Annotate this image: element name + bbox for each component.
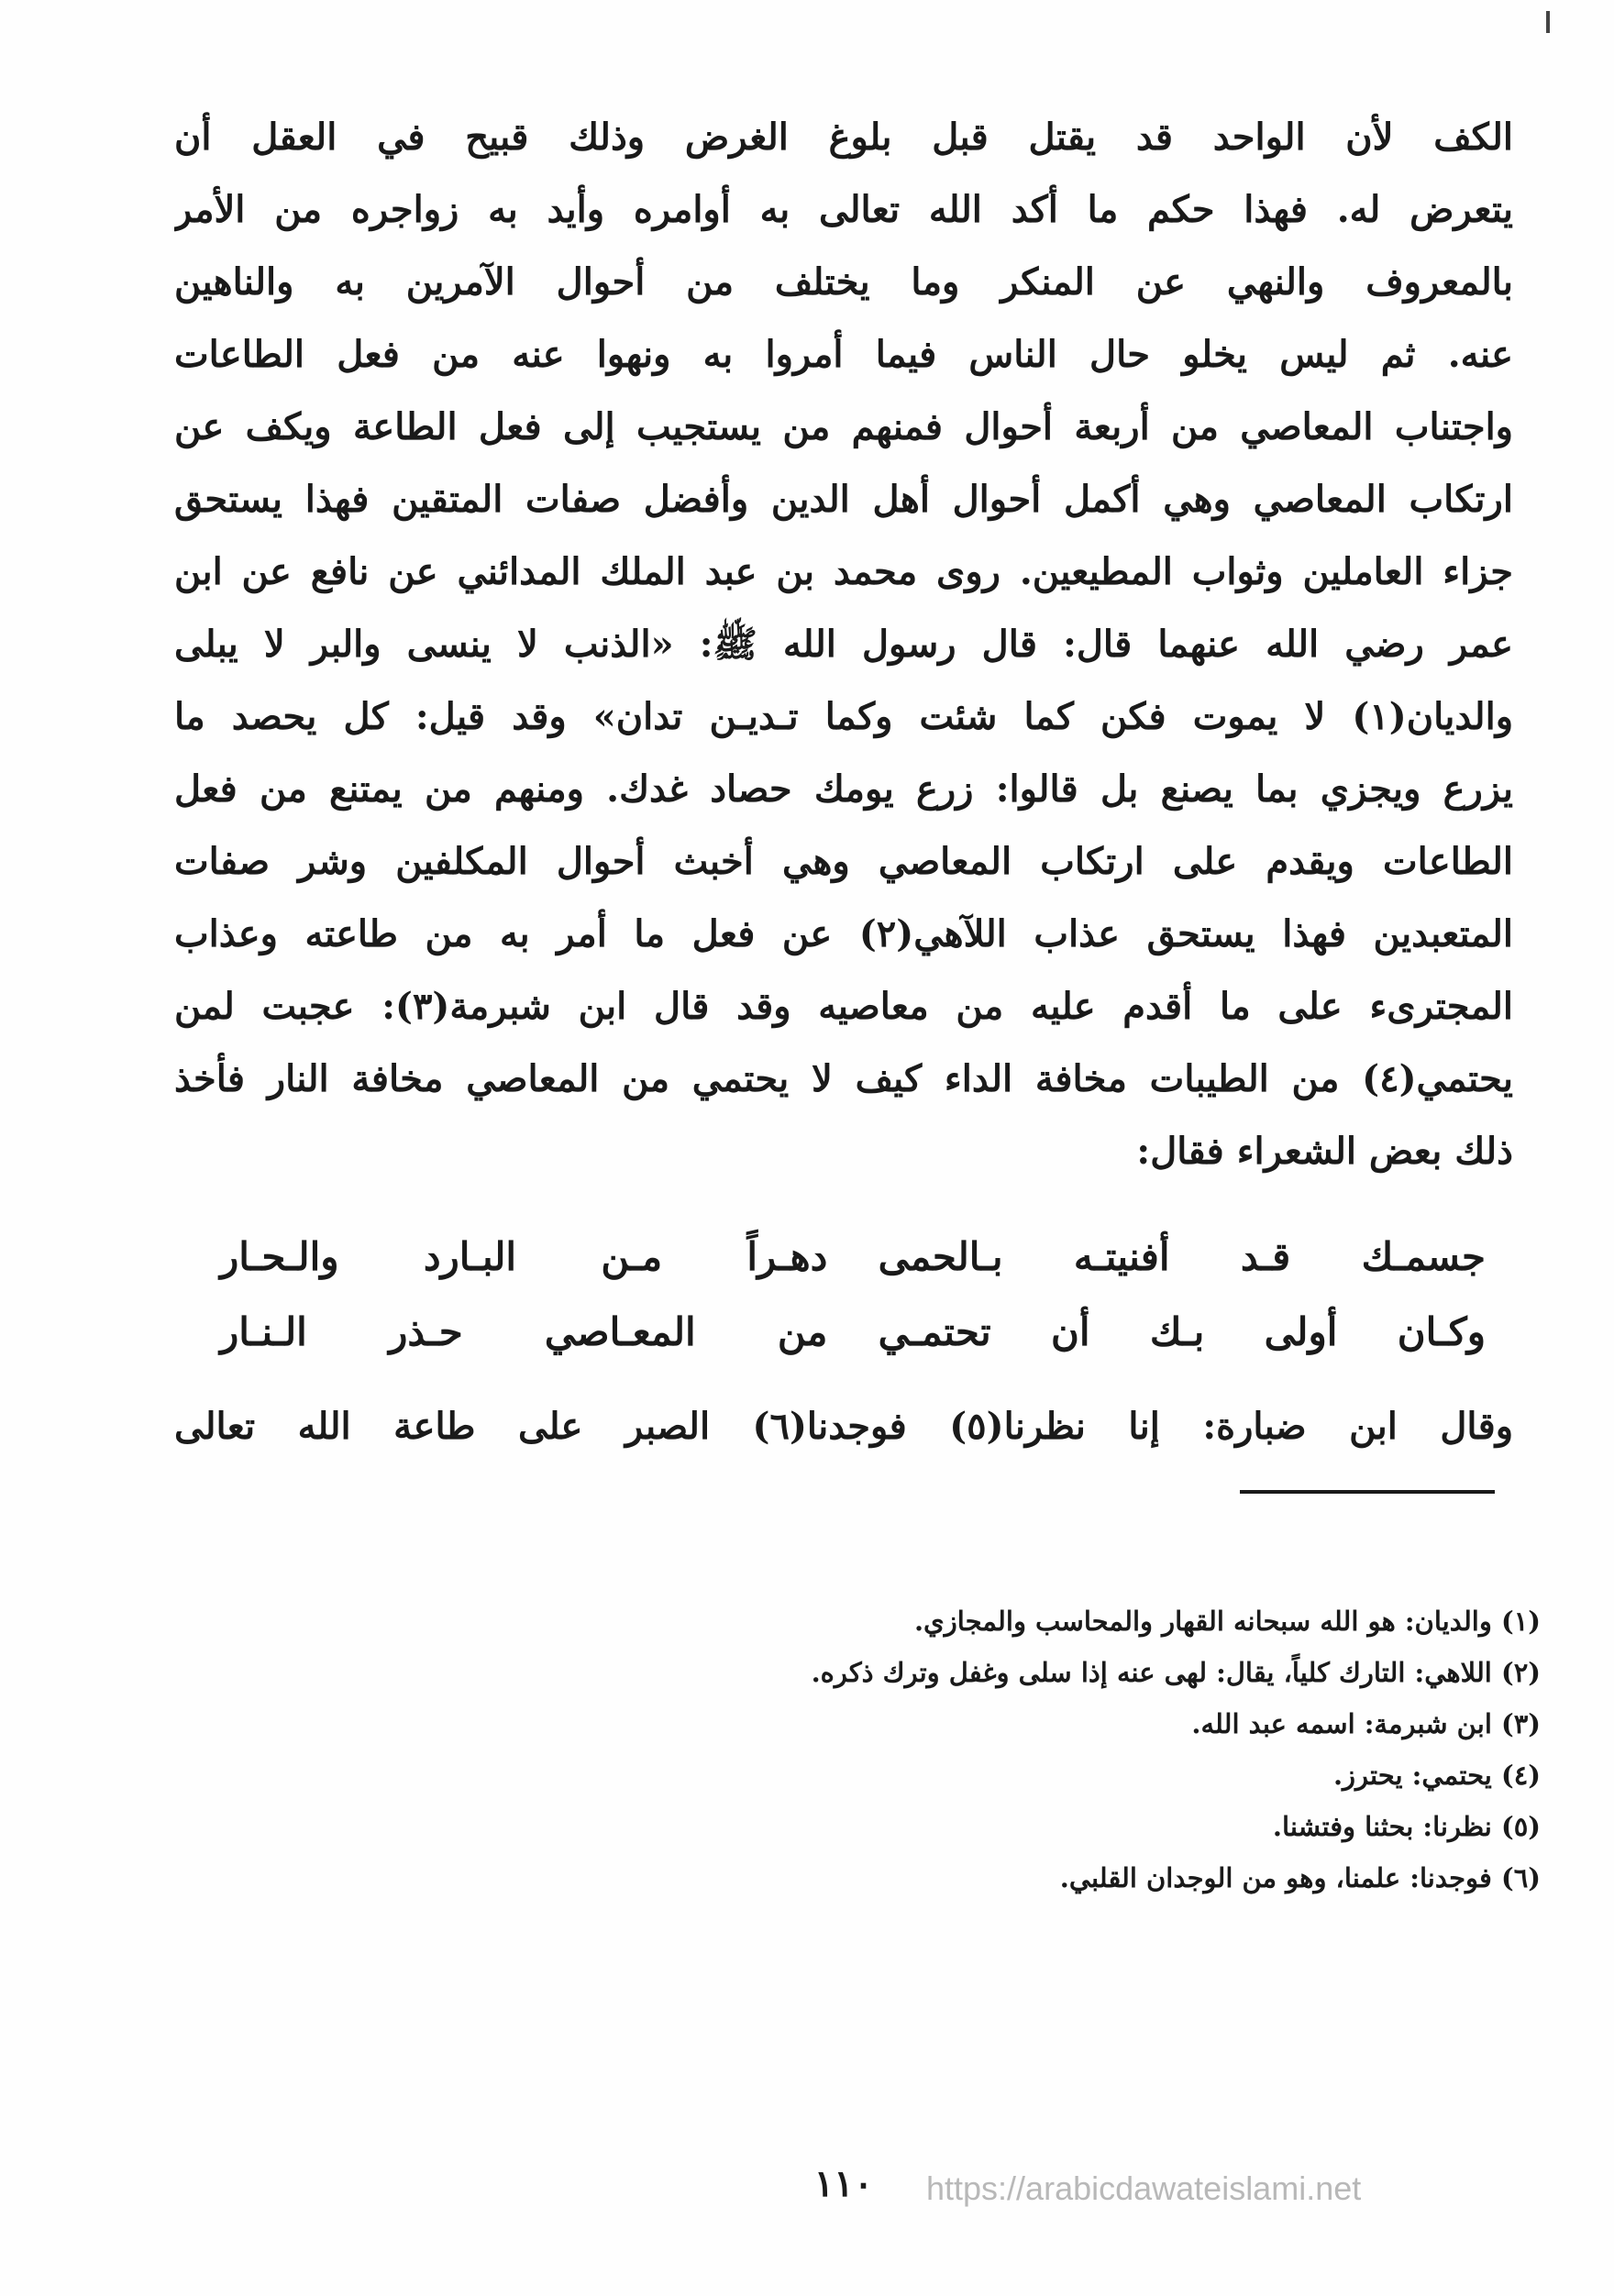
footnote: (١) والديان: هو الله سبحانه القهار والمحاسب والمجازي. <box>913 1606 1541 1637</box>
verse <box>220 1295 1486 1370</box>
footnote: (٥) نظرنا: بحثنا وفتشنا. <box>1272 1811 1541 1842</box>
text-line: عمر رضي الله عنهما قال: قال رسول الله ﷺ: «الذنب لا ينسى والبر لا يبلى <box>174 623 1513 666</box>
page-number: ١١٠ <box>813 2162 874 2205</box>
poem-verses <box>220 1220 1486 1370</box>
scan-mark <box>1546 11 1550 33</box>
verse-first-hemistich: جسمـك قـد أفنيتـه بـالحمى <box>878 1234 1486 1279</box>
text-line: الكف لأن الواحد قد يقتل قبل بلوغ الغرض وذلك قبيح في العقل أن <box>174 116 1513 159</box>
main-text <box>174 101 1513 1187</box>
verse-second-hemistich: دهـراً مـن البـارد والـحـار <box>220 1234 828 1279</box>
footnote: (٢) اللاهي: التارك كلياً، يقال: لهى عنه إذا سلى وغفل وترك ذكره. <box>811 1657 1541 1688</box>
footnotes <box>642 1595 1541 1904</box>
text-line: جزاء العاملين وثواب المطيعين. روى محمد بن عبد الملك المدائني عن نافع عن ابن <box>174 550 1513 593</box>
text-line: ذلك بعض الشعراء فقال: <box>1136 1130 1513 1173</box>
text-line: المتعبدين فهذا يستحق عذاب اللآهي(٢) عن فعل ما أمر به من طاعته وعذاب <box>174 912 1513 955</box>
text-line: عنه. ثم ليس يخلو حال الناس فيما أمروا به ونهوا عنه من فعل الطاعات <box>174 333 1513 376</box>
footnote-divider <box>1240 1490 1495 1494</box>
text-line: يزرع ويجزي بما يصنع بل قالوا: زرع يومك حصاد غدك. ومنهم من يمتنع من فعل <box>174 767 1513 811</box>
verse <box>220 1220 1486 1295</box>
text-line: الطاعات ويقدم على ارتكاب المعاصي وهي أخبث أحوال المكلفين وشر صفات <box>174 840 1513 883</box>
text-line: المجترىء على ما أقدم عليه من معاصيه وقد قال ابن شبرمة(٣): عجبت لمن <box>174 985 1513 1028</box>
text-line: بالمعروف والنهي عن المنكر وما يختلف من أحوال الآمرين به والناهين <box>174 260 1513 304</box>
verse-first-hemistich: وكـان أولى بـك أن تحتمـي <box>878 1309 1486 1354</box>
footnote: (٣) ابن شبرمة: اسمه عبد الله. <box>1191 1708 1541 1739</box>
verse-second-hemistich: من المعـاصي حـذر الـنـار <box>220 1309 828 1354</box>
watermark-url: https://arabicdawateislami.net <box>926 2169 1362 2207</box>
footnote: (٤) يحتمي: يحترز. <box>1332 1760 1541 1791</box>
closing-text-line: وقال ابن ضبارة: إنا نظرنا(٥) فوجدنا(٦) الصبر على طاعة الله تعالى <box>174 1405 1514 1448</box>
text-line: ارتكاب المعاصي وهي أكمل أحوال أهل الدين وأفضل صفات المتقين فهذا يستحق <box>174 478 1513 521</box>
text-line: والديان(١) لا يموت فكن كما شئت وكما تـديـن تدان» وقد قيل: كل يحصد ما <box>174 695 1513 738</box>
text-line: يتعرض له. فهذا حكم ما أكد الله تعالى به أوامره وأيد به زواجره من الأمر <box>174 188 1513 231</box>
text-line: يحتمي(٤) من الطيبات مخافة الداء كيف لا يحتمي من المعاصي مخافة النار فأخذ <box>174 1057 1513 1100</box>
text-line: واجتناب المعاصي من أربعة أحوال فمنهم من يستجيب إلى فعل الطاعة ويكف عن <box>174 405 1513 448</box>
footnote: (٦) فوجدنا: علمنا، وهو من الوجدان القلبي. <box>1059 1862 1541 1893</box>
